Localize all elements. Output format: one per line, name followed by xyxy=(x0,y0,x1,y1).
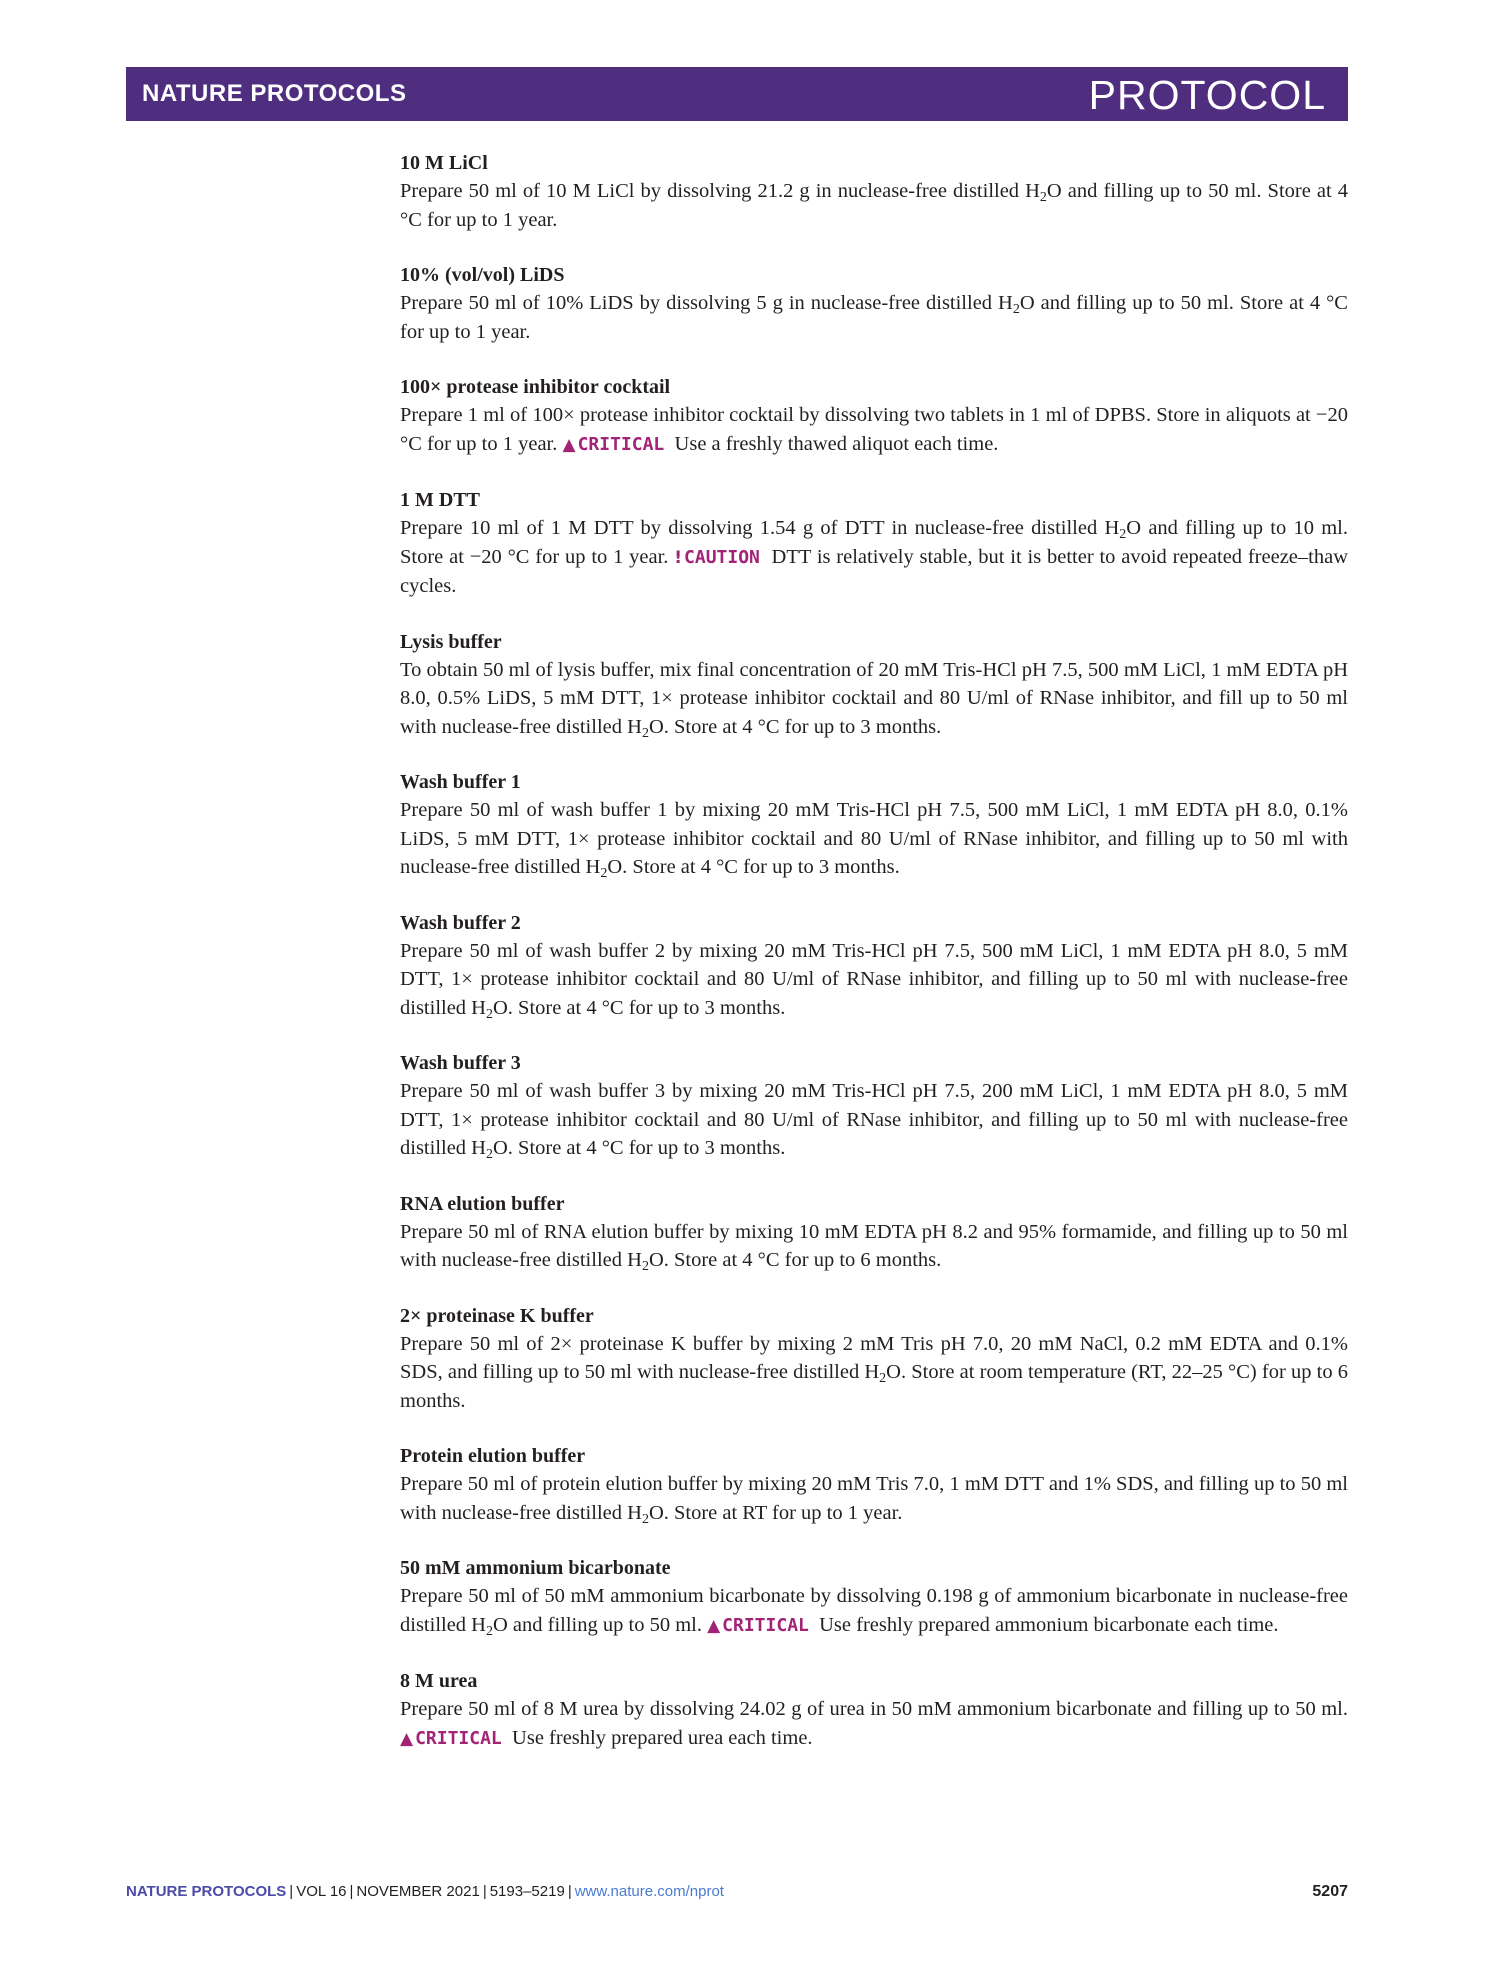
caution-tag: ! CAUTION xyxy=(674,546,760,568)
reagent-section xyxy=(400,1302,1348,1416)
reagent-title: Wash buffer 3 xyxy=(400,1052,521,1074)
footer-citation: NATURE PROTOCOLS | VOL 16 | NOVEMBER 2021 | 5193–5219 | www.nature.com/nprot xyxy=(126,1883,724,1900)
reagent-body: Prepare 50 ml of 10% LiDS by dissolving 5 g in nuclease-free distilled $H_2O$ and filling up to 50 ml. Store at 4 °C for up to 1 year. xyxy=(400,292,1348,343)
triangle-icon: ▲ xyxy=(562,434,576,455)
article-type: PROTOCOL xyxy=(1088,72,1326,118)
reagent-section xyxy=(400,261,1348,346)
reagent-body: Prepare 50 ml of wash buffer 3 by mixing 20 mM Tris-HCl pH 7.5, 200 mM LiCl, 1 mM EDTA pH 8.0, 5 mM DTT, 1× protease inhibitor cocktail and 80 U/ml of RNase inhibitor, and filling up to 50 ml with nuclease-free distilled $H_2O$. Store at 4 °C for up to 3 months. xyxy=(400,1080,1348,1162)
triangle-icon: ▲ xyxy=(707,1615,721,1636)
reagent-body: Prepare 50 ml of 50 mM ammonium bicarbonate by dissolving 0.198 g of ammonium bicarbonate in nuclease-free distilled $H_2O$ and filling up to 50 ml. ▲ CRITICAL Use freshly prepared ammonium bicarbonate each time. xyxy=(400,1585,1348,1639)
reagent-section xyxy=(400,149,1348,234)
reagent-body: To obtain 50 ml of lysis buffer, mix final concentration of 20 mM Tris-HCl pH 7.5, 500 mM LiCl, 1 mM EDTA pH 8.0, 0.5% LiDS, 5 mM DTT, 1× protease inhibitor cocktail and 80 U/ml of RNase inhibitor, and fill up to 50 ml with nuclease-free distilled $H_2O$. Store at 4 °C for up to 3 months. xyxy=(400,658,1348,741)
reagent-body: Prepare 50 ml of 10 M LiCl by dissolving 21.2 g in nuclease-free distilled $H_2O$ and filling up to 50 ml. Store at 4 °C for up to 1 year. xyxy=(400,180,1348,231)
reagent-section xyxy=(400,1554,1348,1640)
reagent-title: Wash buffer 1 xyxy=(400,771,521,793)
reagent-section xyxy=(400,1049,1348,1163)
reagent-body: Prepare 10 ml of 1 M DTT by dissolving 1.54 g of DTT in nuclease-free distilled $H_2O$ and filling up to 10 ml. Store at −20 °C for up to 1 year. ! CAUTION DTT is relatively stable, but it is better to avoid repeated freeze–thaw cycles. xyxy=(400,517,1349,597)
footer-url-link[interactable]: www.nature.com/nprot xyxy=(574,1883,724,1900)
footer-pages: 5193–5219 xyxy=(489,1883,565,1900)
exclamation-icon: ! xyxy=(674,547,683,568)
reagent-section xyxy=(400,1442,1348,1527)
reagent-section xyxy=(400,373,1348,459)
footer-journal: NATURE PROTOCOLS xyxy=(126,1883,287,1900)
reagent-title: Protein elution buffer xyxy=(400,1445,586,1467)
reagent-title: RNA elution buffer xyxy=(400,1192,565,1215)
reagent-title: 100× protease inhibitor cocktail xyxy=(400,376,671,398)
page-number: 5207 xyxy=(1312,1883,1348,1900)
critical-tag: ▲ CRITICAL xyxy=(562,433,665,455)
reagent-body: Prepare 50 ml of 2× proteinase K buffer by mixing 2 mM Tris pH 7.0, 20 mM NaCl, 0.2 mM EDTA and 0.1% SDS, and filling up to 50 ml with nuclease-free distilled $H_2O$. Store at room temperature (RT, 22–25 °C) for up to 6 months. xyxy=(400,1332,1348,1412)
reagent-title: 50 mM ammonium bicarbonate xyxy=(400,1557,671,1579)
reagent-title: 10% (vol/vol) LiDS xyxy=(400,264,565,286)
reagent-title: 10 M LiCl xyxy=(400,152,488,174)
reagent-title: 1 M DTT xyxy=(400,489,480,511)
page-footer xyxy=(126,1881,1348,1903)
reagent-body: Prepare 50 ml of protein elution buffer by mixing 20 mM Tris 7.0, 1 mM DTT and 1% SDS, and filling up to 50 ml with nuclease-free distilled $H_2O$. Store at RT for up to 1 year. xyxy=(400,1473,1348,1527)
journal-name: NATURE PROTOCOLS xyxy=(142,80,407,107)
reagent-section xyxy=(400,486,1348,601)
reagent-section xyxy=(400,909,1348,1023)
reagent-title: Wash buffer 2 xyxy=(400,911,521,934)
reagent-body: Prepare 50 ml of 8 M urea by dissolving 24.02 g of urea in 50 mM ammonium bicarbonate and filling up to 50 ml. ▲ CRITICAL Use freshly prepared urea each time. xyxy=(400,1698,1348,1749)
reagent-section xyxy=(400,768,1348,882)
triangle-icon: ▲ xyxy=(400,1728,414,1749)
reagent-title: 8 M urea xyxy=(400,1670,478,1692)
reagent-setup-content xyxy=(400,149,1348,1780)
critical-tag: ▲ CRITICAL xyxy=(707,1614,809,1636)
reagent-section xyxy=(400,1190,1348,1275)
reagent-body: Prepare 50 ml of wash buffer 1 by mixing 20 mM Tris-HCl pH 7.5, 500 mM LiCl, 1 mM EDTA pH 8.0, 0.1% LiDS, 5 mM DTT, 1× protease inhibitor cocktail and 80 U/ml of RNase inhibitor, and filling up to 50 ml with nuclease-free distilled $H_2O$. Store at 4 °C for up to 3 months. xyxy=(400,799,1348,881)
reagent-body: Prepare 50 ml of wash buffer 2 by mixing 20 mM Tris-HCl pH 7.5, 500 mM LiCl, 1 mM EDTA pH 8.0, 5 mM DTT, 1× protease inhibitor cocktail and 80 U/ml of RNase inhibitor, and filling up to 50 ml with nuclease-free distilled $H_2O$. Store at 4 °C for up to 3 months. xyxy=(400,939,1348,1022)
reagent-body: Prepare 1 ml of 100× protease inhibitor cocktail by dissolving two tablets in 1 ml of DPBS. Store in aliquots at −20 °C for up to 1 year. ▲ CRITICAL Use a freshly thawed aliquot each time. xyxy=(400,404,1348,455)
footer-volume: VOL 16 xyxy=(296,1883,347,1900)
footer-issue-date: NOVEMBER 2021 xyxy=(356,1883,480,1900)
reagent-title: 2× proteinase K buffer xyxy=(400,1304,594,1327)
reagent-section xyxy=(400,628,1348,742)
reagent-section xyxy=(400,1667,1348,1753)
header-bar xyxy=(126,67,1348,121)
reagent-body: Prepare 50 ml of RNA elution buffer by mixing 10 mM EDTA pH 8.2 and 95% formamide, and filling up to 50 ml with nuclease-free distilled $H_2O$. Store at 4 °C for up to 6 months. xyxy=(400,1220,1348,1274)
critical-tag: ▲ CRITICAL xyxy=(400,1727,502,1749)
reagent-title: Lysis buffer xyxy=(400,630,502,653)
